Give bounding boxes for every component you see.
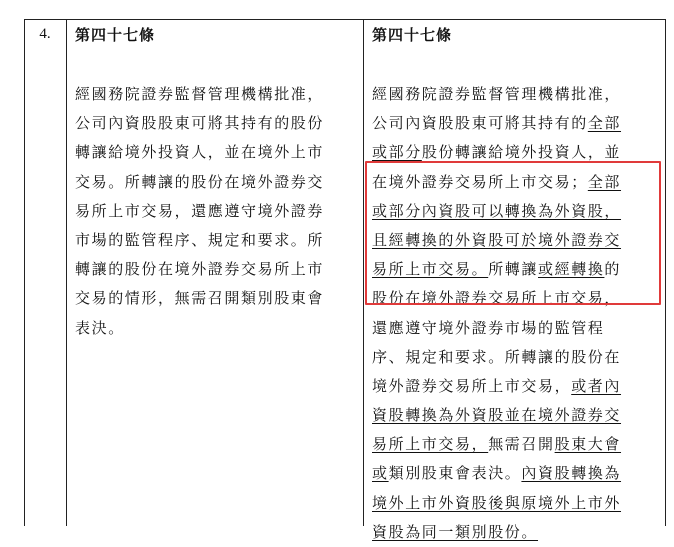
- text-segment: 股份轉讓給境外投資人，並: [421, 143, 622, 162]
- right-line: [372, 401, 621, 430]
- text-segment: 所轉讓: [488, 260, 539, 279]
- left-paragraph: [75, 80, 324, 343]
- underlined-text: 或部分: [372, 143, 422, 162]
- underlined-text: 且經轉換的外資股可於境外證券交: [372, 230, 622, 249]
- comparison-table: [24, 19, 666, 541]
- text-segment: 類別股東會表決。: [388, 464, 522, 483]
- left-line: 市場的監管程序、規定和要求。所: [75, 230, 325, 249]
- left-line: 交易。所轉讓的股份在境外證券交: [75, 172, 325, 191]
- column-divider-1: [66, 20, 67, 526]
- right-line: [372, 372, 621, 401]
- underlined-text: 易所上市交易。: [372, 260, 489, 279]
- left-line: 表決。: [75, 318, 125, 337]
- underlined-text: 股東大會: [554, 435, 622, 454]
- left-line: 易所上市交易，還應遵守境外證券: [75, 201, 325, 220]
- underlined-text: 資股轉換為外資股並在境外證券交: [372, 406, 622, 425]
- table-border-right: [665, 20, 666, 526]
- underlined-text: 或: [372, 464, 389, 483]
- underlined-text: 全部: [587, 114, 622, 133]
- underlined-text: 易所上市交易，: [372, 435, 489, 454]
- underlined-text: 資股為同一類別股份。: [372, 522, 539, 541]
- left-line: 交易的情形，無需召開類別股東會: [75, 289, 325, 308]
- left-line: 經國務院證券監督管理機構批准，: [75, 85, 325, 103]
- underlined-text: 或者內: [571, 376, 622, 395]
- text-segment: 在境外證券交易所上市交易；: [372, 172, 588, 191]
- right-line: [372, 343, 621, 372]
- left-heading: 第四十七條: [75, 26, 156, 44]
- text-segment: 無需召開: [488, 435, 555, 454]
- right-line: [372, 430, 621, 459]
- right-line: [372, 314, 621, 343]
- text-segment: 的: [604, 260, 622, 279]
- row-number: 4.: [39, 26, 51, 42]
- right-line: [372, 518, 621, 547]
- text-segment: 還應遵守境外證券市場的監管程: [372, 318, 605, 337]
- right-line: [372, 109, 621, 138]
- text-segment: 經國務院證券監督管理機構批准，: [372, 85, 622, 103]
- column-divider-2: [363, 20, 364, 526]
- right-heading: 第四十七條: [372, 26, 453, 44]
- left-line: 公司內資股股東可將其持有的股份: [75, 114, 325, 133]
- text-segment: 境外證券交易所上市交易，: [372, 376, 572, 395]
- underlined-text: 全部: [587, 172, 622, 191]
- highlight-box: [365, 161, 661, 308]
- left-line: 轉讓給境外投資人，並在境外上市: [75, 143, 325, 162]
- right-line: [372, 459, 621, 488]
- left-line: 轉讓的股份在境外證券交易所上市: [75, 260, 325, 279]
- underlined-text: 內資股轉換為: [521, 464, 622, 483]
- text-segment: 公司內資股股東可將其持有的: [372, 114, 588, 133]
- table-border-left: [24, 20, 25, 526]
- underlined-text: 境外上市外資股後與原境外上市外: [372, 493, 622, 512]
- right-line: [372, 489, 621, 518]
- text-segment: 股份在境外證券交易所上市交易，: [372, 289, 622, 308]
- text-segment: 序、規定和要求。所轉讓的股份在: [372, 347, 622, 366]
- right-paragraph: [372, 80, 621, 547]
- right-line: [372, 80, 621, 109]
- underlined-text: 或部分內資股可以轉換為外資股，: [372, 201, 622, 220]
- underlined-text: 或經轉換: [538, 260, 605, 279]
